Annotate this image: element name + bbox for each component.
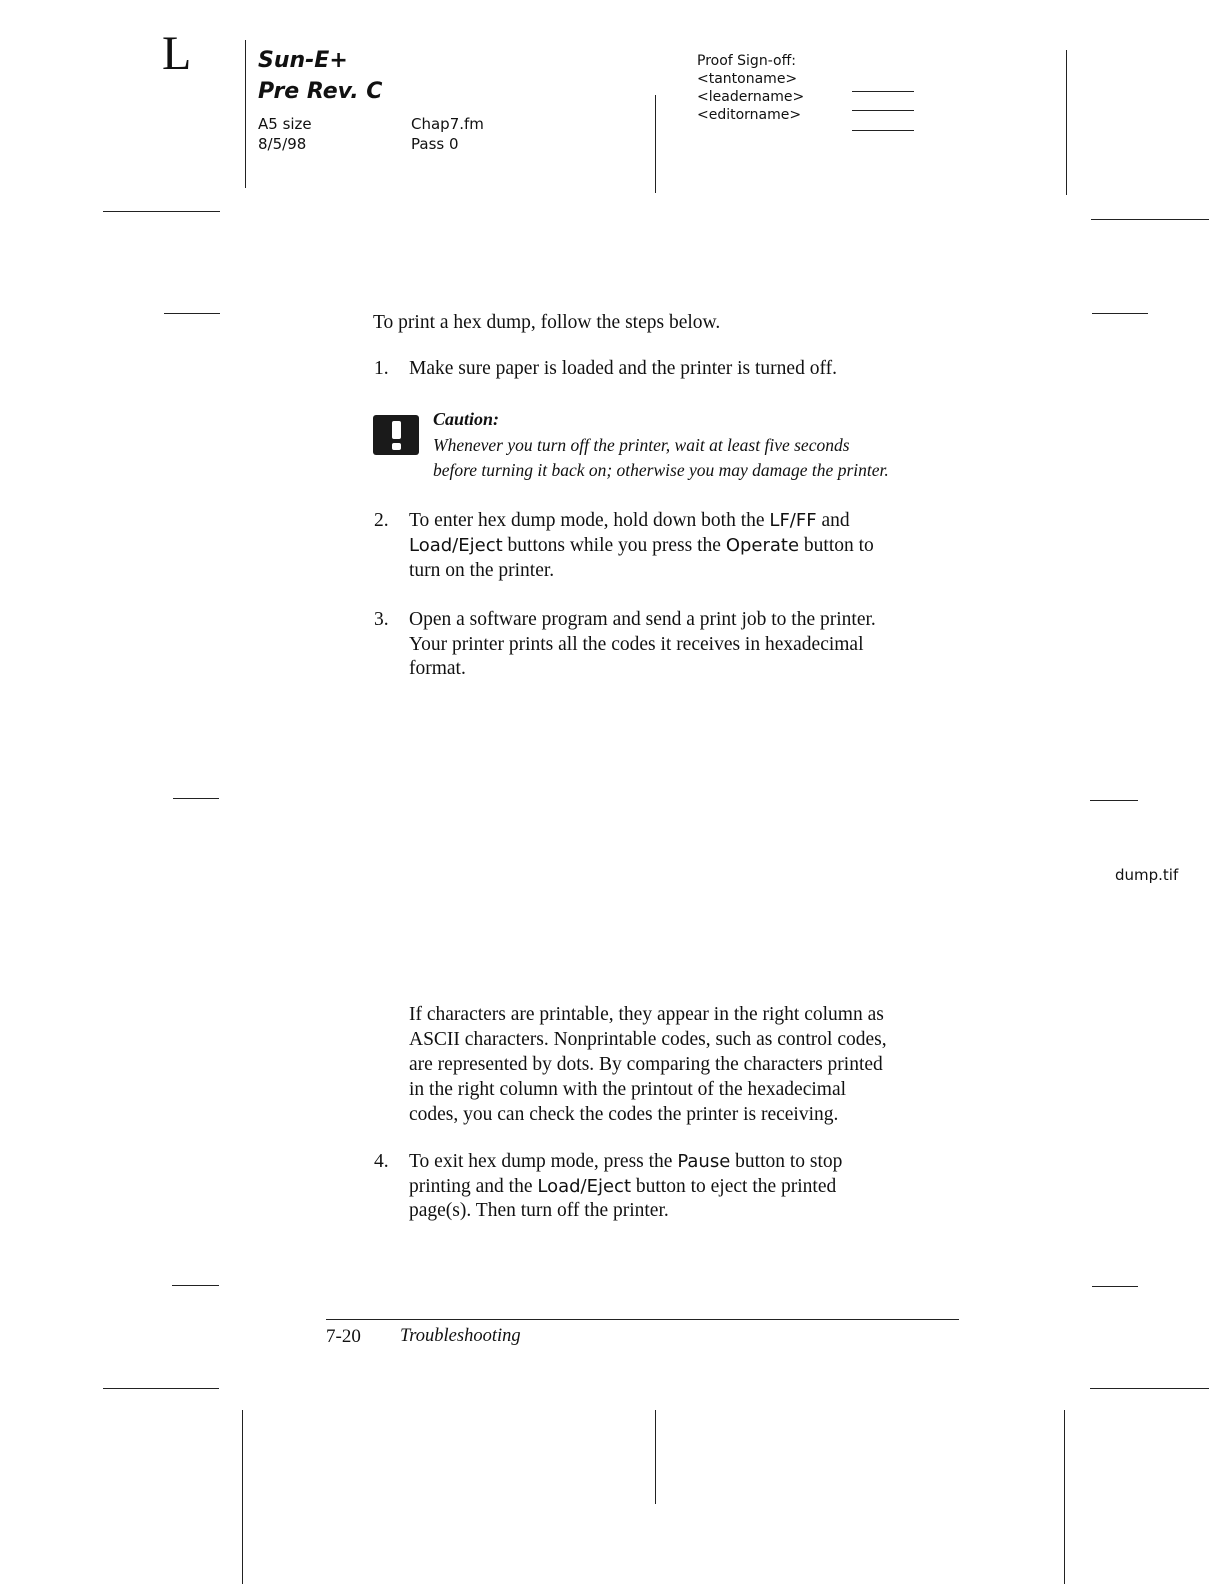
caution-icon xyxy=(373,415,419,455)
pass-number: Pass 0 xyxy=(411,135,459,153)
proof-name-1: <tantoname> xyxy=(697,71,798,87)
registration-mark-right-3 xyxy=(1092,1286,1138,1287)
step-3-number: 3. xyxy=(374,609,389,630)
crop-mark-horizontal-left-top xyxy=(103,211,220,212)
crop-mark-vertical-center-top xyxy=(655,95,656,193)
step-4-number: 4. xyxy=(374,1151,389,1172)
section-title: Troubleshooting xyxy=(400,1326,521,1346)
signature-line-2 xyxy=(852,110,914,111)
margin-letter: L xyxy=(162,27,192,80)
step-2-number: 2. xyxy=(374,510,389,531)
crop-mark-vertical-left-top xyxy=(245,40,246,188)
load-eject-button-label-2: Load/Eject xyxy=(537,1176,632,1197)
para-line-3: are represented by dots. By comparing the characters printed xyxy=(409,1054,883,1075)
proof-name-2: <leadername> xyxy=(697,89,805,105)
load-eject-button-label: Load/Eject xyxy=(409,535,503,556)
step-4-line-3: page(s). Then turn off the printer. xyxy=(409,1200,669,1221)
pause-button-label: Pause xyxy=(677,1151,731,1172)
para-line-1: If characters are printable, they appear in the right column as xyxy=(409,1004,884,1025)
paper-size: A5 size xyxy=(258,115,312,133)
crop-mark-vertical-right-bottom xyxy=(1064,1410,1065,1584)
proof-signoff-label: Proof Sign-off: xyxy=(697,53,796,69)
revision-title: Pre Rev. C xyxy=(258,79,383,104)
crop-mark-horizontal-right-bottom xyxy=(1090,1388,1209,1389)
step-4-line-2: printing and the Load/Eject button to eject the printed xyxy=(409,1176,837,1197)
registration-mark-right-2 xyxy=(1090,800,1138,801)
intro-text: To print a hex dump, follow the steps below. xyxy=(373,312,721,333)
crop-mark-vertical-center-bottom xyxy=(655,1410,656,1504)
footer-rule xyxy=(326,1319,959,1320)
file-name: Chap7.fm xyxy=(411,115,484,133)
registration-mark-left-2 xyxy=(173,798,219,799)
step-3-line-1: Open a software program and send a print job to the printer. xyxy=(409,609,876,630)
figure-label: dump.tif xyxy=(1115,866,1179,884)
step-1-text: Make sure paper is loaded and the printer is turned off. xyxy=(409,358,837,379)
step-2-line-3: turn on the printer. xyxy=(409,560,555,581)
caution-line-1: Whenever you turn off the printer, wait at least five seconds xyxy=(433,435,850,455)
crop-mark-vertical-left-bottom xyxy=(242,1410,243,1584)
step-2-line-1: To enter hex dump mode, hold down both the LF/FF and xyxy=(409,510,850,531)
registration-mark-right-1 xyxy=(1092,313,1148,314)
registration-mark-left-3 xyxy=(172,1285,219,1286)
para-line-2: ASCII characters. Nonprintable codes, such as control codes, xyxy=(409,1029,887,1050)
step-3-line-3: format. xyxy=(409,658,466,679)
page-number: 7-20 xyxy=(326,1326,361,1347)
caution-line-2: before turning it back on; otherwise you may damage the printer. xyxy=(433,460,889,480)
document-title: Sun-E+ xyxy=(258,48,348,73)
document-date: 8/5/98 xyxy=(258,135,307,153)
operate-button-label: Operate xyxy=(725,535,800,556)
crop-mark-horizontal-right-top xyxy=(1091,219,1209,220)
crop-mark-vertical-right-top xyxy=(1066,50,1067,195)
para-line-5: codes, you can check the codes the printer is receiving. xyxy=(409,1104,839,1125)
step-4-line-1: To exit hex dump mode, press the Pause button to stop xyxy=(409,1151,843,1172)
step-2-line-2: Load/Eject buttons while you press the Operate button to xyxy=(409,535,874,556)
lf-ff-button-label: LF/FF xyxy=(769,510,817,531)
caution-title: Caution: xyxy=(433,409,500,429)
registration-mark-left-1 xyxy=(164,313,220,314)
step-1-number: 1. xyxy=(374,358,389,379)
step-3-line-2: Your printer prints all the codes it receives in hexadecimal xyxy=(409,634,864,655)
signature-line-3 xyxy=(852,130,914,131)
signature-line-1 xyxy=(852,91,914,92)
crop-mark-horizontal-left-bottom xyxy=(103,1388,219,1389)
proof-name-3: <editorname> xyxy=(697,107,802,123)
para-line-4: in the right column with the printout of the hexadecimal xyxy=(409,1079,847,1100)
